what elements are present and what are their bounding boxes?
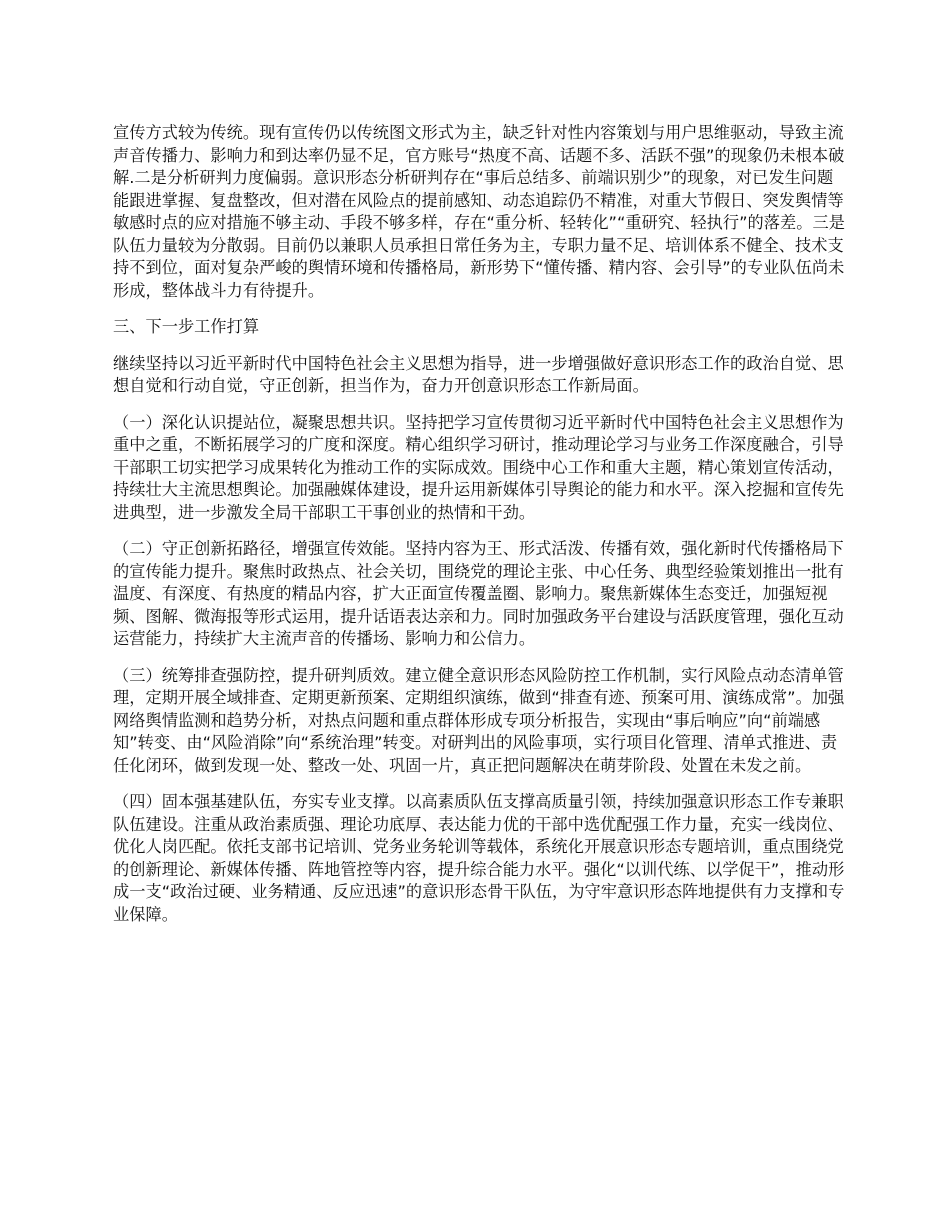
section-heading-next-steps: 三、下一步工作打算 xyxy=(113,317,260,336)
paragraph-item-4: （四）固本强基建队伍，夯实专业支撑。以高素质队伍支撑高质量引领，持续加强意识形态工作专兼职队伍建设。注重从政治素质强、理论功底厚、表达能力优的干部中选优配强工作力量，充实一线岗位、优化人岗匹配。依托支部书记培训、党务业务轮训等载体，系统化开展意识形态专题培训，重点围绕党的创新理论、新媒体传播、阵地管控等内容，提升综合能力水平。强化“以训代练、以学促干”，推动形成一支“政治过硬、业务精通、反应迅速”的意识形态骨干队伍，为守牢意识形态阵地提供有力支撑和专业保障。 xyxy=(113,792,845,924)
paragraph-item-3: （三）统筹排查强防控，提升研判质效。建立健全意识形态风险防控工作机制，实行风险点动态清单管理，定期开展全域排查、定期更新预案、定期组织演练，做到“排查有迹、预案可用、演练成常”。加强网络舆情监测和趋势分析，对热点问题和重点群体形成专项分析报告，实现由“事后响应”向“前端感知”转变、由“风险消除”向“系统治理”转变。对研判出的风险事项，实行项目化管理、清单式推进、责任化闭环，做到发现一处、整改一处、巩固一片，真正把问题解决在萌芽阶段、处置在未发之前。 xyxy=(113,665,845,775)
paragraph-intro: 继续坚持以习近平新时代中国特色社会主义思想为指导，进一步增强做好意识形态工作的政治自觉、思想自觉和行动自觉，守正创新，担当作为，奋力开创意识形态工作新局面。 xyxy=(113,353,844,395)
paragraph-item-1: （一）深化认识提站位，凝聚思想共识。坚持把学习宣传贯彻习近平新时代中国特色社会主义思想作为重中之重，不断拓展学习的广度和深度。精心组织学习研讨，推动理论学习与业务工作深度融合，引导干部职工切实把学习成果转化为推动工作的实际成效。围绕中心工作和重大主题，精心策划宣传活动，持续壮大主流思想舆论。加强融媒体建设，提升运用新媒体引导舆论的能力和水平。深入挖掘和宣传先进典型，进一步激发全局干部职工干事创业的热情和干劲。 xyxy=(113,412,844,522)
paragraph-weaknesses: 宣传方式较为传统。现有宣传仍以传统图文形式为主，缺乏针对性内容策划与用户思维驱动，导致主流声音传播力、影响力和到达率仍显不足，官方账号“热度不高、话题不多、活跃不强”的现象仍未根本破解.二是分析研判力度偏弱。意识形态分析研判存在“事后总结多、前端识别少”的现象，对已发生问题能跟进掌握、复盘整改，但对潜在风险点的提前感知、动态追踪仍不精准，对重大节假日、突发舆情等敏感时点的应对措施不够主动、手段不够多样，存在“重分析、轻转化”“重研究、轻执行”的落差。三是队伍力量较为分散弱。目前仍以兼职人员承担日常任务为主，专职力量不足、培训体系不健全、技术支持不到位，面对复杂严峻的舆情环境和传播格局，新形势下“懂传播、精内容、会引导”的专业队伍尚未形成，整体战斗力有待提升。 xyxy=(113,123,845,300)
document-page xyxy=(113,122,849,940)
paragraph-item-2: （二）守正创新拓路径，增强宣传效能。坚持内容为王、形式活泼、传播有效，强化新时代传播格局下的宣传能力提升。聚焦时政热点、社会关切，围绕党的理论主张、中心任务、典型经验策划推出一批有温度、有深度、有热度的精品内容，扩大正面宣传覆盖圈、影响力。聚焦新媒体生态变迁，加强短视频、图解、微海报等形式运用，提升话语表达亲和力。同时加强政务平台建设与活跃度管理，强化互动运营能力，持续扩大主流声音的传播场、影响力和公信力。 xyxy=(113,539,844,648)
